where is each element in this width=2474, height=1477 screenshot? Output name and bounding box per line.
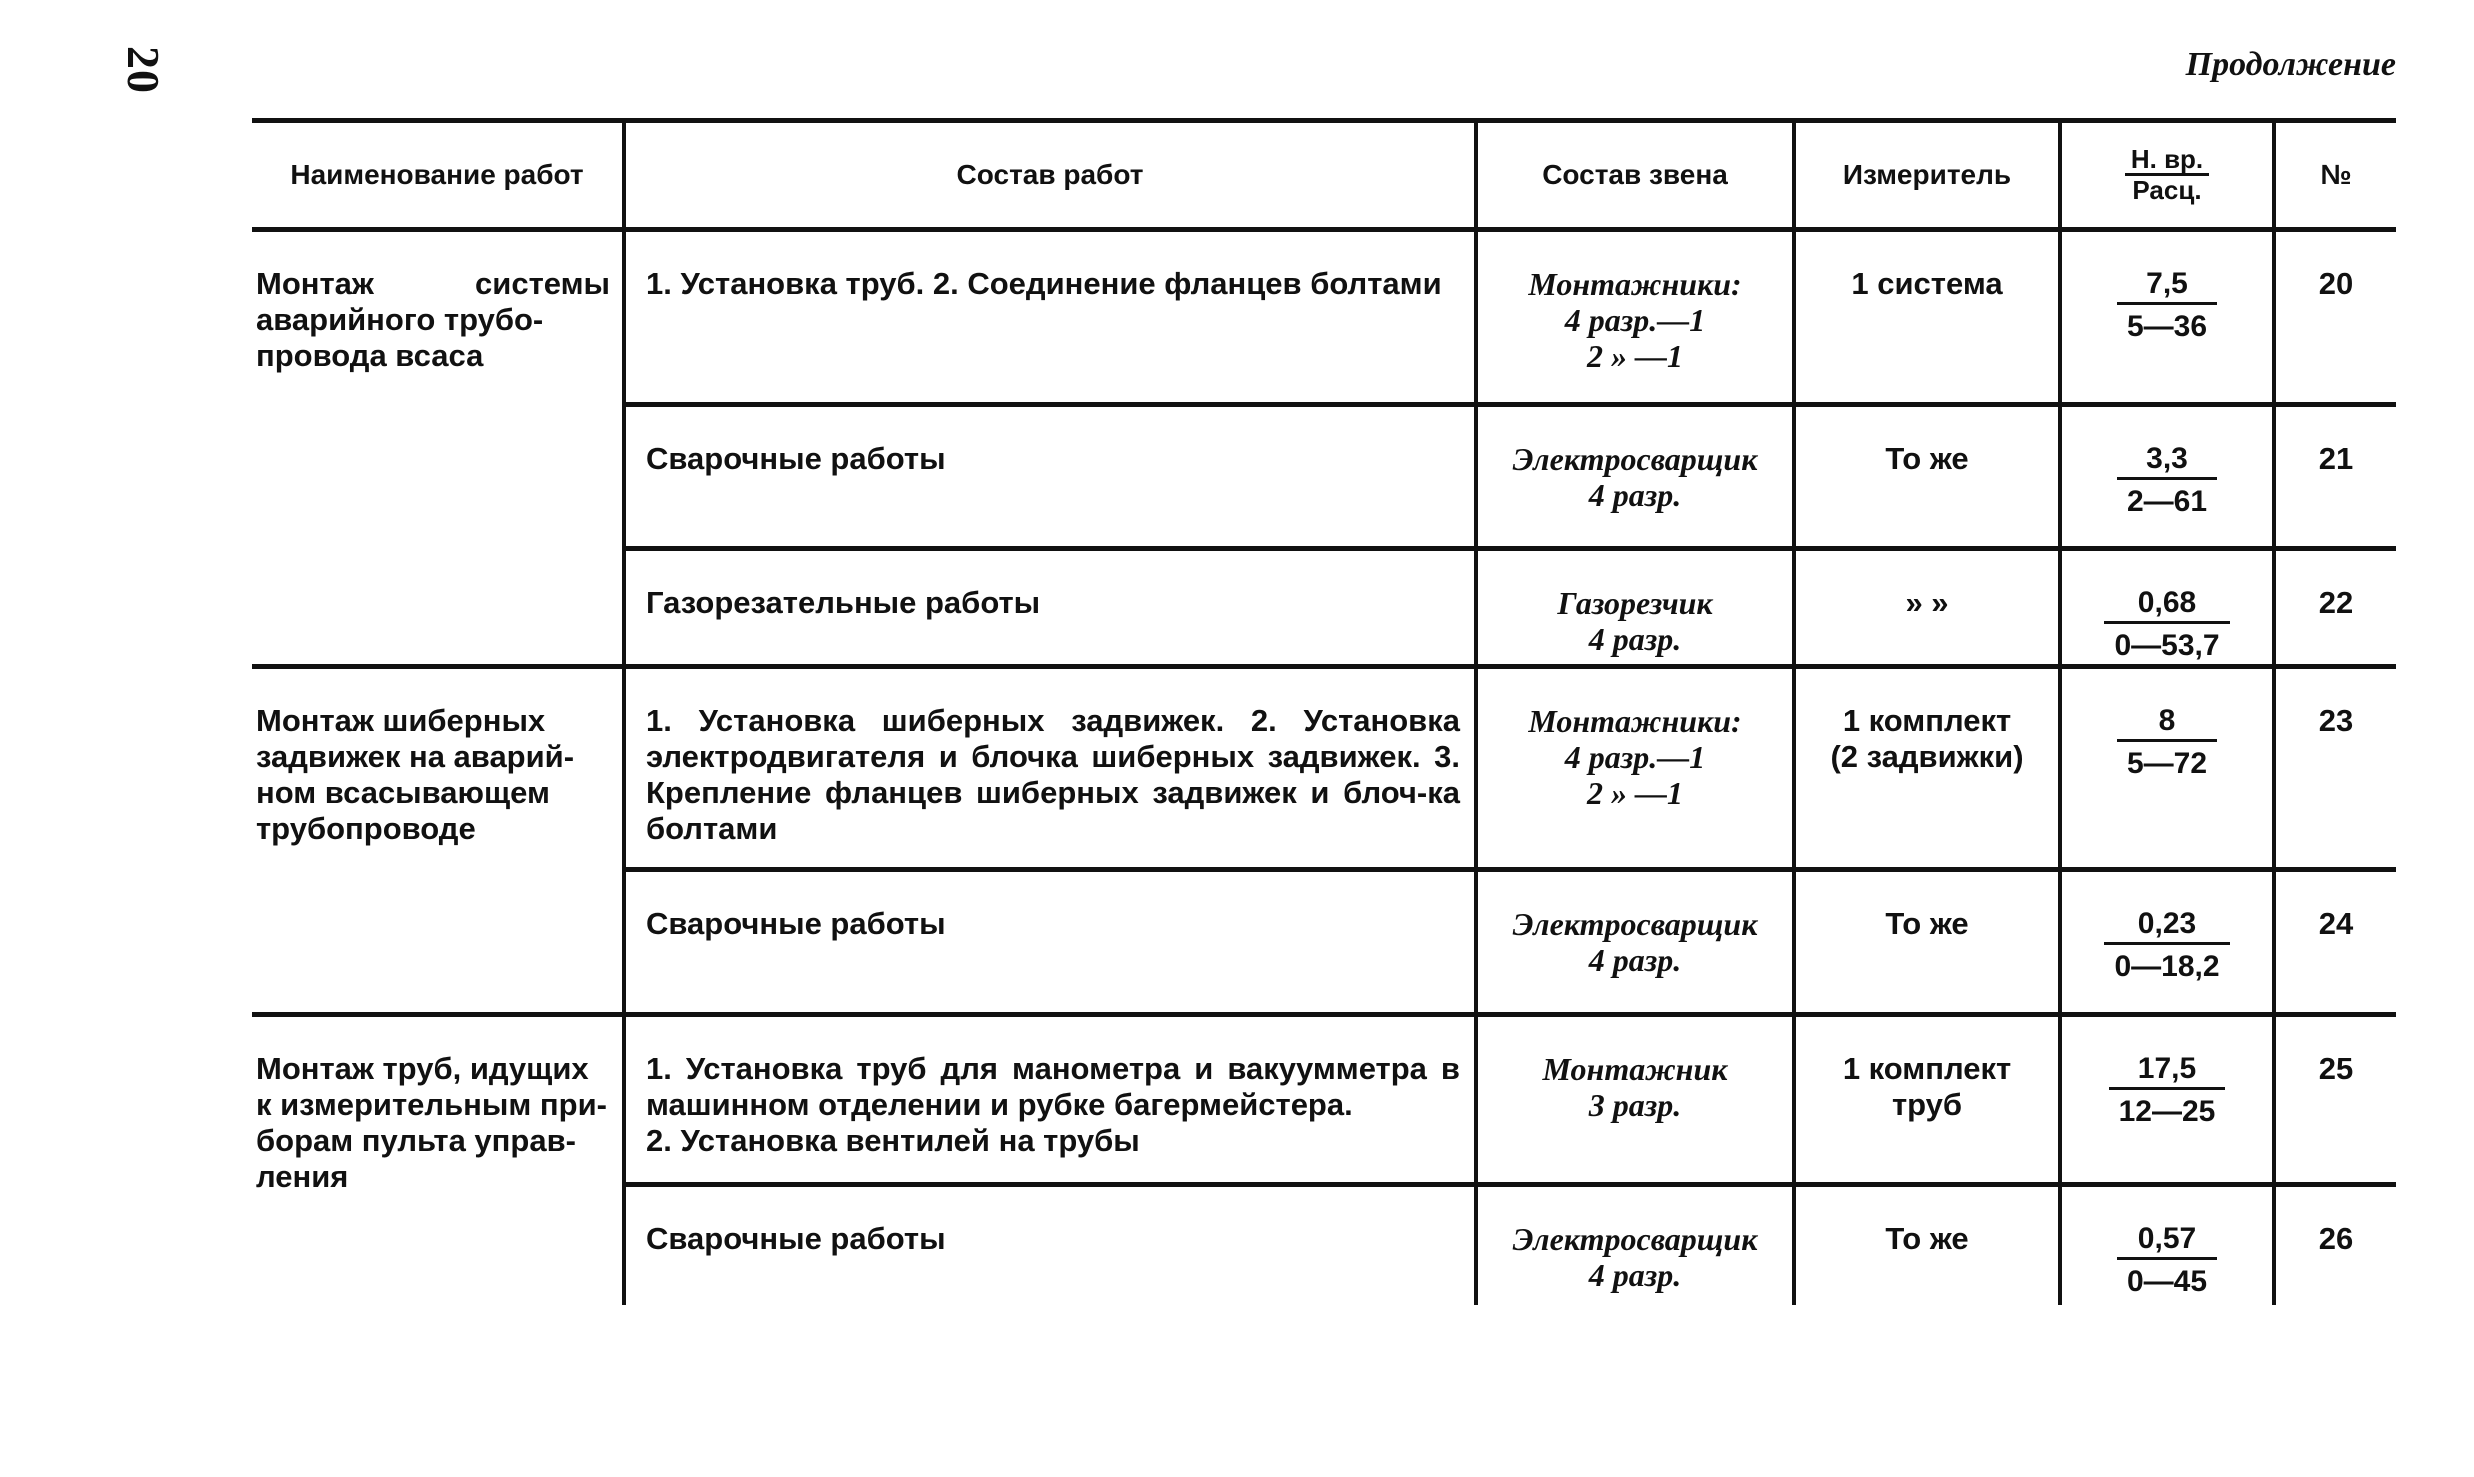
norm-cell: [2060, 1185, 2274, 1306]
norm-cell: [2060, 405, 2274, 549]
norm-time: 3,3: [2117, 441, 2217, 480]
unit-cell: 1 система: [1794, 230, 2060, 405]
norm-cell: [2060, 549, 2274, 667]
continuation-label: Продолжение: [2185, 46, 2396, 83]
table-row: [252, 230, 2396, 405]
norm-time: 17,5: [2109, 1051, 2226, 1090]
work-content-cell: 1. Установка труб для манометра и вакуумметра в машинном отделении и рубке багермейстера. 2. Установка вентилей на трубы: [624, 1015, 1476, 1185]
work-content-cell: 1. Установка шиберных задвижек. 2. Установка электродвигателя и блочка шиберных задвижек. 3. Крепление фланцев шиберных задвижек и блоч-ка болтами: [624, 667, 1476, 870]
header-unit: Измеритель: [1794, 121, 2060, 230]
rate: 0—18,2: [2114, 950, 2220, 983]
norm-cell: [2060, 870, 2274, 1015]
norm-time: 0,23: [2104, 906, 2229, 945]
group-name: Монтаж шиберных задвижек на аварий- ном всасывающем трубопроводе: [256, 703, 575, 846]
work-content-cell: Сварочные работы: [624, 405, 1476, 549]
group-name-cell: [252, 230, 624, 667]
rate: 12—25: [2118, 1095, 2216, 1128]
norm-time: 8: [2117, 703, 2217, 742]
work-content-cell: Сварочные работы: [624, 870, 1476, 1015]
row-number-cell: 22: [2274, 549, 2396, 667]
norm-cell: [2060, 667, 2274, 870]
crew-cell: Газорезчик 4 разр.: [1476, 549, 1794, 667]
work-content-cell: Газорезательные работы: [624, 549, 1476, 667]
table-header-row: [252, 121, 2396, 230]
unit-cell: 1 комплект труб: [1794, 1015, 2060, 1185]
norm-cell: [2060, 1015, 2274, 1185]
group-name-cell: [252, 667, 624, 1015]
norm-time: 7,5: [2117, 266, 2217, 305]
unit-cell: » »: [1794, 549, 2060, 667]
header-rate: Расц.: [2132, 174, 2202, 205]
row-number-cell: 26: [2274, 1185, 2396, 1306]
crew-cell: Электросварщик 4 разр.: [1476, 405, 1794, 549]
row-number-cell: 23: [2274, 667, 2396, 870]
crew-cell: Монтажники: 4 разр.—1 2 » —1: [1476, 230, 1794, 405]
unit-cell: 1 комплект (2 задвижки): [1794, 667, 2060, 870]
header-crew: Состав звена: [1476, 121, 1794, 230]
header-norm-time: Н. вр.: [2125, 145, 2209, 176]
norm-cell: [2060, 230, 2274, 405]
crew-cell: Электросварщик 4 разр.: [1476, 870, 1794, 1015]
header-no: №: [2274, 121, 2396, 230]
unit-cell: То же: [1794, 405, 2060, 549]
header-work-name: Наименование работ: [252, 121, 624, 230]
rate: 0—45: [2126, 1265, 2208, 1298]
header-norm-fraction: [2125, 145, 2209, 204]
header-work-content: Состав работ: [624, 121, 1476, 230]
group-name: Монтаж системы аварийного трубо- провода всаса: [256, 266, 610, 373]
rate: 5—36: [2126, 310, 2208, 343]
rate: 0—53,7: [2114, 629, 2220, 662]
row-number-cell: 21: [2274, 405, 2396, 549]
group-name: Монтаж труб, идущих к измерительным при- борам пульта управ- ления: [256, 1051, 607, 1194]
norms-table: [252, 118, 2396, 1305]
row-number-cell: 25: [2274, 1015, 2396, 1185]
crew-cell: Электросварщик 4 разр.: [1476, 1185, 1794, 1306]
row-number-cell: 20: [2274, 230, 2396, 405]
rate: 5—72: [2126, 747, 2208, 780]
group-name-cell: [252, 1015, 624, 1306]
header-norm: [2060, 121, 2274, 230]
crew-cell: Монтажники: 4 разр.—1 2 » —1: [1476, 667, 1794, 870]
unit-cell: То же: [1794, 1185, 2060, 1306]
unit-cell: То же: [1794, 870, 2060, 1015]
table-row: [252, 1015, 2396, 1185]
crew-cell: Монтажник 3 разр.: [1476, 1015, 1794, 1185]
norm-time: 0,68: [2104, 585, 2229, 624]
rate: 2—61: [2126, 485, 2208, 518]
page-number: 20: [118, 46, 169, 94]
row-number-cell: 24: [2274, 870, 2396, 1015]
table-row: [252, 667, 2396, 870]
work-content-cell: Сварочные работы: [624, 1185, 1476, 1306]
norm-time: 0,57: [2117, 1221, 2217, 1260]
work-content-cell: 1. Установка труб. 2. Соединение фланцев болтами: [624, 230, 1476, 405]
